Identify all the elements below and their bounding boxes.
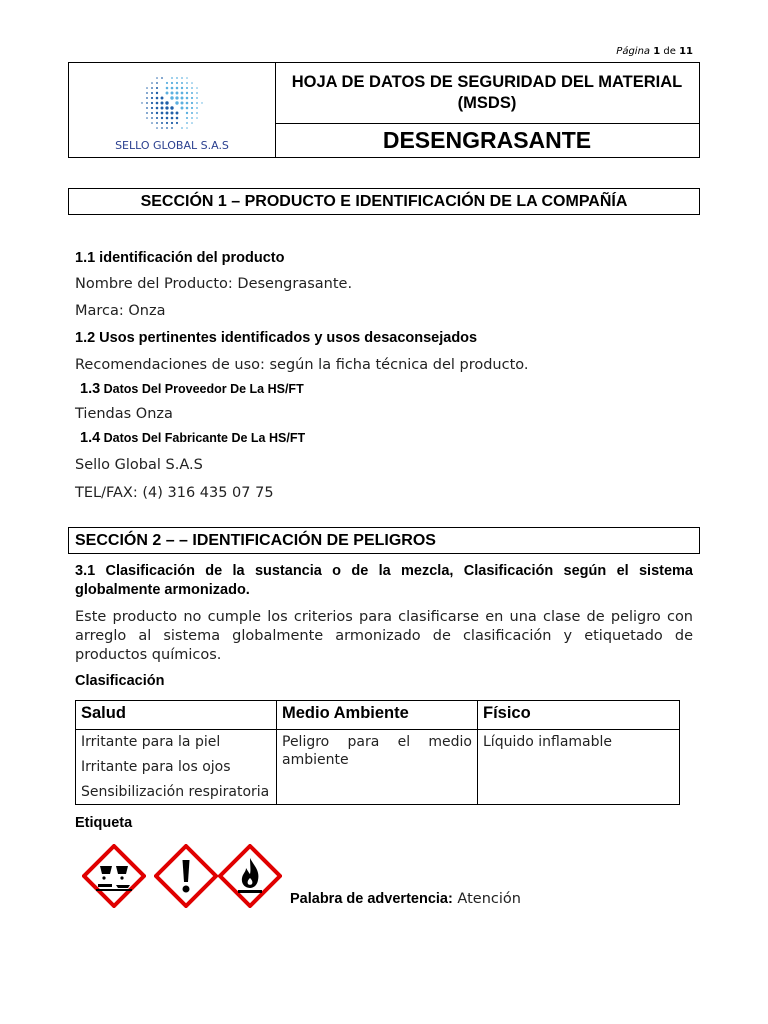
logo-dot bbox=[186, 122, 188, 124]
logo-dot bbox=[151, 97, 153, 99]
logo-dot bbox=[196, 112, 198, 114]
logo-dot bbox=[161, 102, 164, 105]
logo-dot bbox=[161, 127, 163, 129]
logo-dot bbox=[156, 102, 159, 105]
logo-dot bbox=[176, 122, 178, 124]
logo-dot bbox=[161, 117, 163, 119]
logo-dot bbox=[156, 122, 158, 124]
logo-dot bbox=[191, 112, 193, 114]
header-environment: Medio Ambiente bbox=[277, 701, 478, 730]
logo-dot bbox=[151, 92, 153, 94]
logo-dot bbox=[176, 117, 179, 120]
logo-dot bbox=[186, 112, 188, 114]
logo-dot bbox=[161, 107, 164, 110]
logo-dot bbox=[151, 87, 153, 89]
title-line-1: HOJA DE DATOS DE SEGURIDAD DEL MATERIAL bbox=[291, 73, 683, 91]
logo-dot bbox=[171, 127, 173, 129]
logo-dot bbox=[186, 127, 188, 129]
logo-dot bbox=[191, 87, 193, 89]
title-line-2: (MSDS) bbox=[457, 94, 517, 112]
logo-dot bbox=[191, 107, 193, 109]
logo-dot bbox=[156, 82, 158, 84]
page-prefix: Página bbox=[616, 46, 651, 57]
logo-dot bbox=[196, 102, 198, 104]
physical-cell: Líquido inflamable bbox=[478, 730, 680, 805]
logo-dot bbox=[171, 117, 174, 120]
logo-dot bbox=[161, 97, 164, 100]
company-caption: SELLO GLOBAL S.A.S bbox=[115, 139, 229, 152]
logo-dot bbox=[166, 92, 169, 95]
logo-dot bbox=[186, 82, 188, 84]
logo-dot bbox=[181, 107, 184, 110]
logo-dot bbox=[196, 92, 198, 94]
page-current: 1 bbox=[653, 46, 661, 57]
logo-dot bbox=[166, 87, 169, 90]
logo-dot bbox=[156, 127, 158, 129]
header-health: Salud bbox=[76, 701, 277, 730]
classification-label: Clasificación bbox=[75, 673, 165, 689]
logo-dot bbox=[176, 112, 179, 115]
logo-dot bbox=[170, 96, 173, 99]
logo-dot bbox=[156, 87, 158, 89]
signal-word-value: Atención bbox=[457, 891, 521, 907]
logo-dot bbox=[166, 112, 169, 115]
classification-description: Este producto no cumple los criterios para clasificarse en una clase de peligro con arreglo al sistema globalmente armonizado de clasificación y etiquetado de productos químicos. bbox=[75, 609, 693, 663]
logo-dot bbox=[146, 117, 148, 119]
corrosion-icon bbox=[82, 844, 146, 908]
logo-dot bbox=[171, 122, 173, 124]
logo-dot bbox=[161, 122, 163, 124]
flame-icon bbox=[218, 844, 282, 908]
logo-dot bbox=[181, 77, 183, 79]
manufacturer-name: Sello Global S.A.S bbox=[75, 457, 203, 473]
section-1-4-title: Datos Del Fabricante De La HS/FT bbox=[103, 431, 306, 445]
table-row bbox=[76, 730, 680, 805]
table-header-row bbox=[76, 701, 680, 730]
health-item: Sensibilización respiratoria bbox=[81, 784, 270, 800]
logo-dot bbox=[146, 112, 148, 114]
logo-dot bbox=[151, 122, 153, 124]
logo-dot bbox=[186, 117, 188, 119]
section-1-4-heading bbox=[80, 430, 305, 446]
logo-dot bbox=[186, 87, 188, 89]
logo-dot bbox=[156, 117, 158, 119]
logo-dot bbox=[146, 107, 148, 109]
logo-dot bbox=[156, 107, 159, 110]
logo-dot bbox=[175, 101, 178, 104]
section-1-2-heading: 1.2 Usos pertinentes identificados y usos desaconsejados bbox=[75, 330, 478, 346]
logo-dot bbox=[165, 106, 168, 109]
health-item: Irritante para la piel bbox=[81, 734, 221, 750]
logo-dot bbox=[191, 102, 193, 104]
section-3-1-heading: 3.1 Clasificación de la sustancia o de la mezcla, Clasificación según el sistema globalmente armonizado. bbox=[75, 563, 693, 598]
document-header bbox=[68, 62, 700, 158]
product-name: Nombre del Producto: Desengrasante. bbox=[75, 276, 353, 292]
logo-dot bbox=[181, 102, 184, 105]
logo-cell bbox=[69, 63, 276, 157]
section-1-4-number: 1.4 bbox=[80, 430, 101, 446]
logo-dot bbox=[191, 82, 193, 84]
logo-dot bbox=[181, 92, 184, 95]
logo-dot bbox=[151, 117, 153, 119]
brand-name: Marca: Onza bbox=[75, 303, 166, 319]
logo-dot bbox=[191, 117, 193, 119]
company-logo bbox=[139, 69, 205, 137]
health-cell bbox=[76, 730, 277, 805]
document-title bbox=[275, 63, 699, 124]
classification-table bbox=[75, 700, 680, 805]
logo-dot bbox=[161, 112, 164, 115]
logo-dot bbox=[196, 107, 198, 109]
logo-dot bbox=[156, 112, 158, 114]
logo-dot bbox=[146, 102, 148, 104]
section-1-1-heading: 1.1 identificación del producto bbox=[75, 250, 285, 266]
logo-dot bbox=[166, 122, 168, 124]
logo-dot bbox=[151, 112, 153, 114]
section-1-3-number: 1.3 bbox=[80, 381, 101, 397]
logo-dot bbox=[166, 82, 168, 84]
section-1-3-title: Datos Del Proveedor De La HS/FT bbox=[103, 382, 304, 396]
page-number bbox=[540, 46, 693, 57]
logo-dot bbox=[171, 82, 173, 84]
signal-word-label: Palabra de advertencia: bbox=[290, 891, 453, 907]
logo-dot bbox=[181, 97, 184, 100]
logo-dot bbox=[175, 96, 178, 99]
logo-dot bbox=[186, 102, 189, 105]
logo-dot bbox=[191, 122, 193, 124]
logo-dot bbox=[181, 127, 183, 129]
logo-dot bbox=[191, 92, 193, 94]
logo-dot bbox=[186, 97, 189, 100]
logo-dot bbox=[146, 92, 148, 94]
logo-dot bbox=[151, 107, 153, 109]
logo-dot bbox=[171, 77, 173, 79]
page-of: de bbox=[663, 46, 676, 57]
logo-dot bbox=[141, 102, 142, 103]
logo-dot bbox=[151, 82, 153, 84]
header-physical: Físico bbox=[478, 701, 680, 730]
section-1-heading: SECCIÓN 1 – PRODUCTO E IDENTIFICACIÓN DE LA COMPAÑÍA bbox=[68, 188, 700, 215]
logo-dot bbox=[191, 97, 193, 99]
logo-dot bbox=[166, 117, 169, 120]
logo-dot bbox=[156, 92, 158, 94]
logo-dot bbox=[171, 87, 174, 90]
logo-dot bbox=[186, 77, 188, 79]
logo-dot bbox=[196, 97, 198, 99]
use-recommendations: Recomendaciones de uso: según la ficha técnica del producto. bbox=[75, 357, 529, 373]
product-title: DESENGRASANTE bbox=[382, 126, 592, 153]
logo-dot bbox=[171, 112, 174, 115]
logo-dot bbox=[181, 87, 183, 89]
logo-dot bbox=[146, 97, 148, 99]
exclamation-icon bbox=[154, 844, 218, 908]
page-total: 11 bbox=[679, 46, 693, 57]
label-heading: Etiqueta bbox=[75, 815, 133, 831]
section-2-heading: SECCIÓN 2 – – IDENTIFICACIÓN DE PELIGROS bbox=[68, 527, 700, 554]
logo-dot bbox=[165, 101, 168, 104]
logo-dot bbox=[170, 106, 173, 109]
section-1-3-heading bbox=[80, 381, 304, 397]
logo-dot bbox=[146, 87, 148, 89]
health-item: Irritante para los ojos bbox=[81, 759, 231, 775]
logo-dot bbox=[156, 77, 158, 79]
logo-dot bbox=[156, 97, 159, 100]
logo-dot bbox=[176, 82, 178, 84]
logo-dot bbox=[181, 82, 183, 84]
logo-dot bbox=[151, 102, 153, 104]
logo-dot bbox=[176, 92, 179, 95]
logo-dot bbox=[171, 92, 174, 95]
logo-dot bbox=[176, 87, 179, 90]
logo-dot bbox=[196, 117, 198, 119]
logo-dot bbox=[166, 127, 168, 129]
logo-dot bbox=[196, 87, 198, 89]
logo-dot bbox=[201, 102, 202, 103]
phone-fax: TEL/FAX: (4) 316 435 07 75 bbox=[75, 485, 274, 501]
logo-dot bbox=[176, 77, 178, 79]
supplier-name: Tiendas Onza bbox=[75, 406, 173, 422]
logo-dot bbox=[186, 92, 188, 94]
signal-word-line bbox=[290, 891, 521, 907]
environment-cell: Peligro para el medio ambiente bbox=[277, 730, 478, 805]
logo-dot bbox=[161, 77, 163, 79]
logo-dot bbox=[186, 107, 189, 110]
